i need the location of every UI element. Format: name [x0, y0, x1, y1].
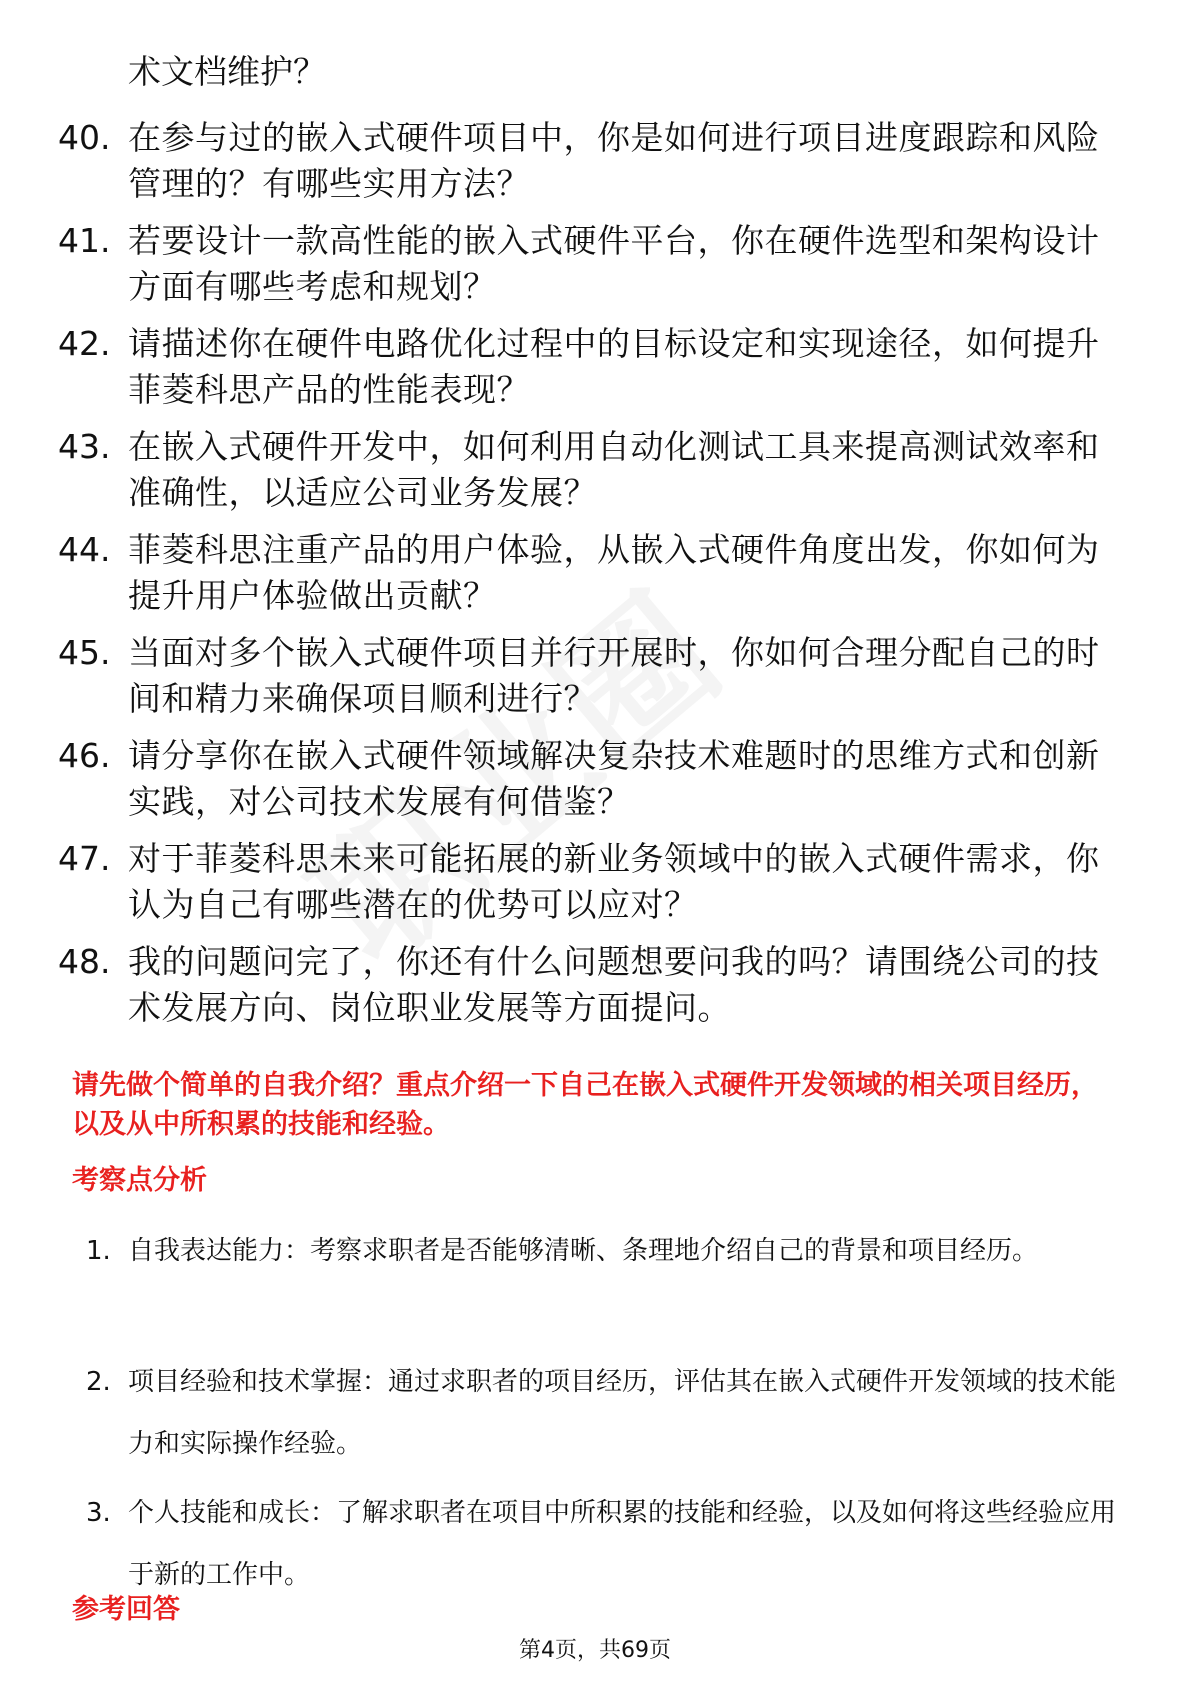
analysis-number: 3.	[86, 1498, 111, 1528]
list-item	[0, 321, 1190, 417]
list-item	[0, 836, 1190, 932]
question-number: 40.	[58, 118, 111, 157]
question-text: 菲菱科思注重产品的用户体验，从嵌入式硬件角度出发，你如何为提升用户体验做出贡献？	[128, 530, 1100, 615]
question-list	[0, 115, 1190, 1042]
question-text: 对于菲菱科思未来可能拓展的新业务领域中的嵌入式硬件需求，你认为自己有哪些潜在的优势可以应对？	[128, 839, 1100, 924]
answer-title: 参考回答	[72, 1594, 180, 1625]
continuation-text: 术文档维护？	[128, 52, 326, 91]
question-text: 若要设计一款高性能的嵌入式硬件平台，你在硬件选型和架构设计方面有哪些考虑和规划？	[128, 221, 1100, 306]
question-text: 请描述你在硬件电路优化过程中的目标设定和实现途径，如何提升菲菱科思产品的性能表现？	[128, 324, 1100, 409]
question-number: 43.	[58, 427, 111, 466]
question-number: 48.	[58, 942, 111, 981]
list-item	[0, 115, 1190, 211]
question-number: 45.	[58, 633, 111, 672]
analysis-text: 项目经验和技术掌握：通过求职者的项目经历，评估其在嵌入式硬件开发领域的技术能力和实际操作经验。	[128, 1367, 1117, 1459]
question-text: 当面对多个嵌入式硬件项目并行开展时，你如何合理分配自己的时间和精力来确保项目顺利进行？	[128, 633, 1100, 718]
analysis-title: 考察点分析	[72, 1165, 207, 1196]
question-text: 我的问题问完了，你还有什么问题想要问我的吗？请围绕公司的技术发展方向、岗位职业发展等方面提问。	[128, 942, 1100, 1027]
page-footer: 第4页，共69页	[519, 1638, 671, 1663]
analysis-text: 自我表达能力：考察求职者是否能够清晰、条理地介绍自己的背景和项目经历。	[128, 1236, 1039, 1266]
question-text: 在嵌入式硬件开发中，如何利用自动化测试工具来提高测试效率和准确性，以适应公司业务发展？	[128, 427, 1100, 512]
list-item	[0, 630, 1190, 726]
list-item	[0, 733, 1190, 829]
list-item	[0, 1220, 1190, 1346]
analysis-number: 1.	[86, 1236, 111, 1266]
question-number: 41.	[58, 221, 111, 260]
question-text: 请分享你在嵌入式硬件领域解决复杂技术难题时的思维方式和创新实践，对公司技术发展有何借鉴？	[128, 736, 1100, 821]
question-number: 42.	[58, 324, 111, 363]
list-item	[0, 424, 1190, 520]
question-number: 44.	[58, 530, 111, 569]
highlighted-question: 请先做个简单的自我介绍？重点介绍一下自己在嵌入式硬件开发领域的相关项目经历，以及从中所积累的技能和经验。	[72, 1070, 1098, 1140]
list-item	[0, 218, 1190, 314]
analysis-text: 个人技能和成长：了解求职者在项目中所积累的技能和经验，以及如何将这些经验应用于新的工作中。	[128, 1498, 1117, 1590]
list-item	[0, 1351, 1190, 1477]
question-number: 47.	[58, 839, 111, 878]
analysis-list	[0, 1220, 1190, 1613]
question-text: 在参与过的嵌入式硬件项目中，你是如何进行项目进度跟踪和风险管理的？有哪些实用方法？	[128, 118, 1100, 203]
list-item	[0, 939, 1190, 1035]
question-number: 46.	[58, 736, 111, 775]
analysis-number: 2.	[86, 1367, 111, 1397]
list-item	[0, 1482, 1190, 1608]
list-item	[0, 527, 1190, 623]
